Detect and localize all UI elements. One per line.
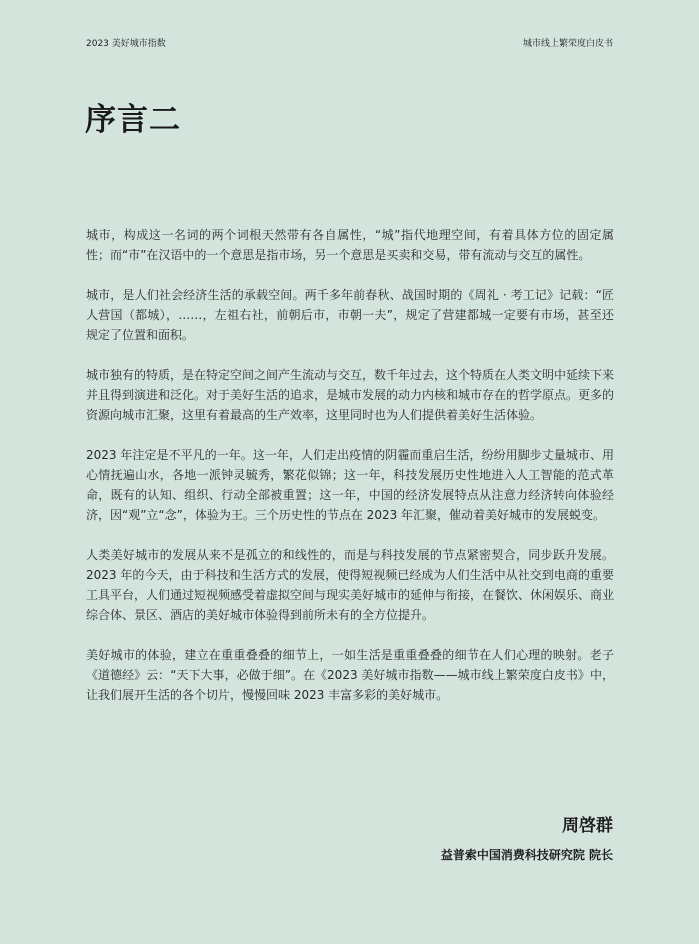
header-report-name: 2023 美好城市指数	[86, 39, 166, 49]
paragraph-4: 2023 年注定是不平凡的一年。这一年，人们走出疫情的阴霾而重启生活，纷纷用脚步丈量城市、用心情抚遍山水，各地一派钟灵毓秀，繁花似锦；这一年，科技发展历史性地进入人工智能的范式革命，既有的认知、组织、行动全部被重置；这一年，中国的经济发展特点从注意力经济转向体验经济，因“观”立“念”，体验为王。三个历史性的节点在 2023 年汇聚，催动着美好城市的发展蜕变。	[86, 448, 614, 522]
paragraph-5: 人类美好城市的发展从来不是孤立的和线性的，而是与科技发展的节点紧密契合，同步跃升发展。2023 年的今天，由于科技和生活方式的发展，使得短视频已经成为人们生活中从社交到电商的重要工具平台，人们通过短视频感受着虚拟空间与现实美好城市的延伸与衔接，在餐饮、休闲娱乐、商业综合体、景区、酒店的美好城市体验得到前所未有的全方位提升。	[86, 548, 615, 622]
signature-name: 周啓群	[562, 816, 613, 836]
preface-body	[86, 225, 614, 725]
paragraph-3: 城市独有的特质，是在特定空间之间产生流动与交互，数千年过去，这个特质在人类文明中延续下来并且得到演进和泛化。对于美好生活的追求，是城市发展的动力内核和城市存在的哲学原点。更多的资源向城市汇聚，这里有着最高的生产效率，这里同时也为人们提供着美好生活体验。	[86, 368, 615, 422]
signature-title: 益普索中国消费科技研究院 院长	[440, 848, 613, 862]
paragraph-1: 城市，构成这一名词的两个词根天然带有各自属性，“城”指代地理空间，有着具体方位的固定属性；而“市”在汉语中的一个意思是指市场，另一个意思是买卖和交易，带有流动与交互的属性。	[86, 228, 614, 262]
paragraph-2: 城市，是人们社会经济生活的承载空间。两千多年前春秋、战国时期的《周礼 · 考工记》记载：“匠人营国（都城），……，左祖右社，前朝后市，市朝一夫”，规定了营建都城一定要有市场，甚至还规定了位置和面积。	[86, 288, 614, 342]
page-title: 序言二	[85, 102, 181, 138]
paragraph-6: 美好城市的体验，建立在重重叠叠的细节上，一如生活是重重叠叠的细节在人们心理的映射。老子《道德经》云：“天下大事，必做于细”。在《2023 美好城市指数——城市线上繁荣度白皮书》中，让我们展开生活的各个切片，慢慢回味 2023 丰富多彩的美好城市。	[86, 648, 614, 702]
header-report-subtitle: 城市线上繁荣度白皮书	[522, 39, 613, 49]
